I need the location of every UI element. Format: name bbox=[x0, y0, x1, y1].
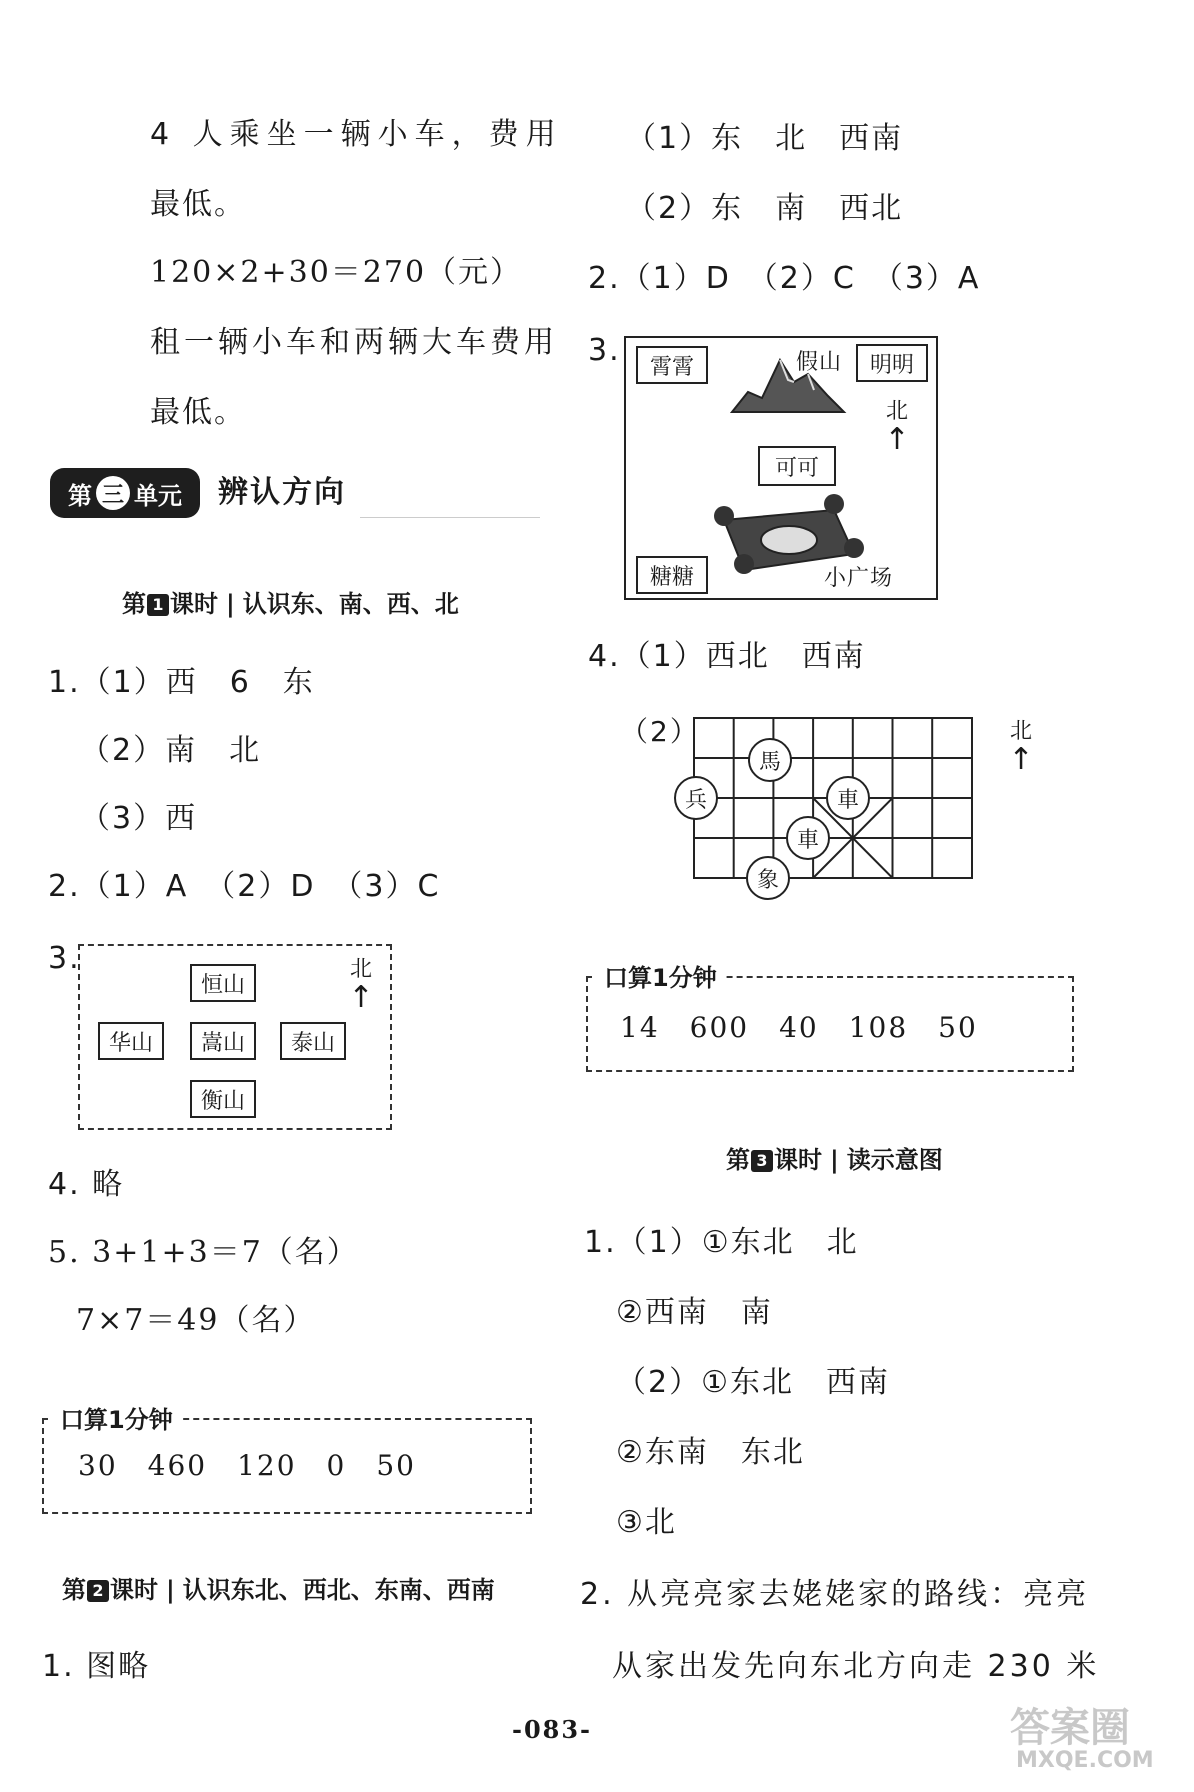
mountain-hua: 华山 bbox=[98, 1022, 164, 1060]
mountain-song: 嵩山 bbox=[190, 1022, 256, 1060]
mental-math-values: 30 460 120 0 50 bbox=[78, 1449, 416, 1482]
north-arrow-icon: ↑ bbox=[1008, 742, 1034, 777]
north-indicator bbox=[882, 394, 912, 455]
lesson-number: 2 bbox=[87, 1580, 109, 1602]
answer-line: （2）东 南 西北 bbox=[626, 191, 904, 226]
rockery-icon bbox=[728, 352, 848, 418]
mental-math-title: 口算1分钟 bbox=[596, 958, 725, 993]
answer-line: （2）南 北 bbox=[80, 733, 262, 768]
lesson-post: 课时 bbox=[170, 590, 218, 618]
answer-line: 4. 略 bbox=[48, 1167, 125, 1202]
answer-line: （3）西 bbox=[80, 801, 198, 836]
mountain-heng-north: 恒山 bbox=[190, 964, 256, 1002]
answer-line: ③北 bbox=[616, 1505, 677, 1540]
answer-line: 2.（1）A （2）D （3）C bbox=[48, 869, 441, 904]
lesson-title: 认识东、南、西、北 bbox=[242, 590, 459, 618]
unit-title: 辨认方向 bbox=[218, 475, 346, 510]
unit-number: 三 bbox=[96, 476, 130, 510]
north-label: 北 bbox=[1009, 719, 1032, 744]
answer-line: 7×7＝49（名） bbox=[76, 1303, 316, 1338]
mental-math-values: 14 600 40 108 50 bbox=[620, 1011, 978, 1044]
answer-line: ②西南 南 bbox=[616, 1295, 773, 1330]
answer-line: （2）①东北 西南 bbox=[616, 1365, 890, 1400]
divider bbox=[360, 517, 540, 518]
lesson-number: 1 bbox=[147, 594, 169, 616]
text-line: 120×2+30＝270（元） bbox=[150, 255, 523, 290]
lesson-number: 3 bbox=[751, 1150, 773, 1172]
answer-line: 3. bbox=[48, 941, 81, 976]
text-line: 4 人乘坐一辆小车，费用 bbox=[150, 117, 563, 152]
answer-line: 4.（1）西北 西南 bbox=[588, 639, 866, 674]
chess-piece-soldier: 兵 bbox=[674, 776, 718, 820]
unit-badge-pre: 第 bbox=[68, 481, 92, 510]
lesson-heading bbox=[62, 1570, 495, 1605]
label-square: 小广场 bbox=[824, 566, 894, 591]
lesson-heading bbox=[122, 584, 459, 619]
answer-line: ②东南 东北 bbox=[616, 1435, 805, 1470]
lesson-title: 认识东北、西北、东南、西南 bbox=[182, 1576, 495, 1604]
lesson-pre: 第 bbox=[122, 590, 146, 618]
north-indicator bbox=[1006, 714, 1036, 775]
lesson-heading bbox=[726, 1140, 943, 1175]
north-arrow-icon: ↑ bbox=[348, 980, 374, 1015]
page-number: -083- bbox=[512, 1715, 593, 1744]
answer-line: 5. 3+1+3＝7（名） bbox=[48, 1235, 359, 1270]
north-label: 北 bbox=[349, 957, 372, 982]
chess-piece-chariot: 車 bbox=[826, 776, 870, 820]
answer-line: 从家出发先向东北方向走 230 米 bbox=[612, 1649, 1100, 1684]
label-keke: 可可 bbox=[758, 446, 836, 486]
answer-line: 1.（1）西 6 东 bbox=[48, 665, 315, 700]
answer-line: 1. 图略 bbox=[42, 1649, 151, 1684]
lesson-pre: 第 bbox=[62, 1576, 86, 1604]
text-line: 最低。 bbox=[150, 395, 246, 430]
chess-piece-elephant: 象 bbox=[746, 856, 790, 900]
chess-piece-chariot: 車 bbox=[786, 816, 830, 860]
unit-badge-post: 单元 bbox=[134, 481, 182, 510]
answer-line: （1）东 北 西南 bbox=[626, 121, 904, 156]
label-mingming: 明明 bbox=[856, 344, 928, 382]
label-tangtang: 糖糖 bbox=[636, 556, 708, 594]
lesson-post: 课时 bbox=[110, 1576, 158, 1604]
text-line: 最低。 bbox=[150, 187, 246, 222]
lesson-pre: 第 bbox=[726, 1146, 750, 1174]
label-jiashan: 假山 bbox=[796, 350, 843, 375]
answer-line: 3. bbox=[588, 333, 621, 368]
unit-badge bbox=[50, 468, 200, 518]
answer-line: 1.（1）①东北 北 bbox=[584, 1225, 859, 1260]
watermark-url: MXQE.COM bbox=[1016, 1748, 1154, 1773]
north-label: 北 bbox=[885, 399, 908, 424]
answer-line: （2） bbox=[620, 715, 700, 748]
answer-line: 2.（1）D （2）C （3）A bbox=[588, 261, 981, 296]
mountain-tai: 泰山 bbox=[280, 1022, 346, 1060]
heading-separator: | bbox=[226, 590, 235, 618]
answer-line: 2. 从亮亮家去姥姥家的路线：亮亮 bbox=[580, 1577, 1090, 1612]
north-indicator bbox=[346, 952, 376, 1013]
mental-math-title: 口算1分钟 bbox=[52, 1400, 181, 1435]
watermark-logo: 答案圈 bbox=[1010, 1705, 1130, 1751]
heading-separator: | bbox=[166, 1576, 175, 1604]
mountain-heng-south: 衡山 bbox=[190, 1080, 256, 1118]
lesson-title: 读示意图 bbox=[846, 1146, 943, 1174]
chess-piece-horse: 馬 bbox=[748, 738, 792, 782]
label-xiaoxiao: 霄霄 bbox=[636, 346, 708, 384]
north-arrow-icon: ↑ bbox=[884, 422, 910, 457]
text-line: 租一辆小车和两辆大车费用 bbox=[150, 325, 558, 360]
lesson-post: 课时 bbox=[774, 1146, 822, 1174]
heading-separator: | bbox=[830, 1146, 839, 1174]
